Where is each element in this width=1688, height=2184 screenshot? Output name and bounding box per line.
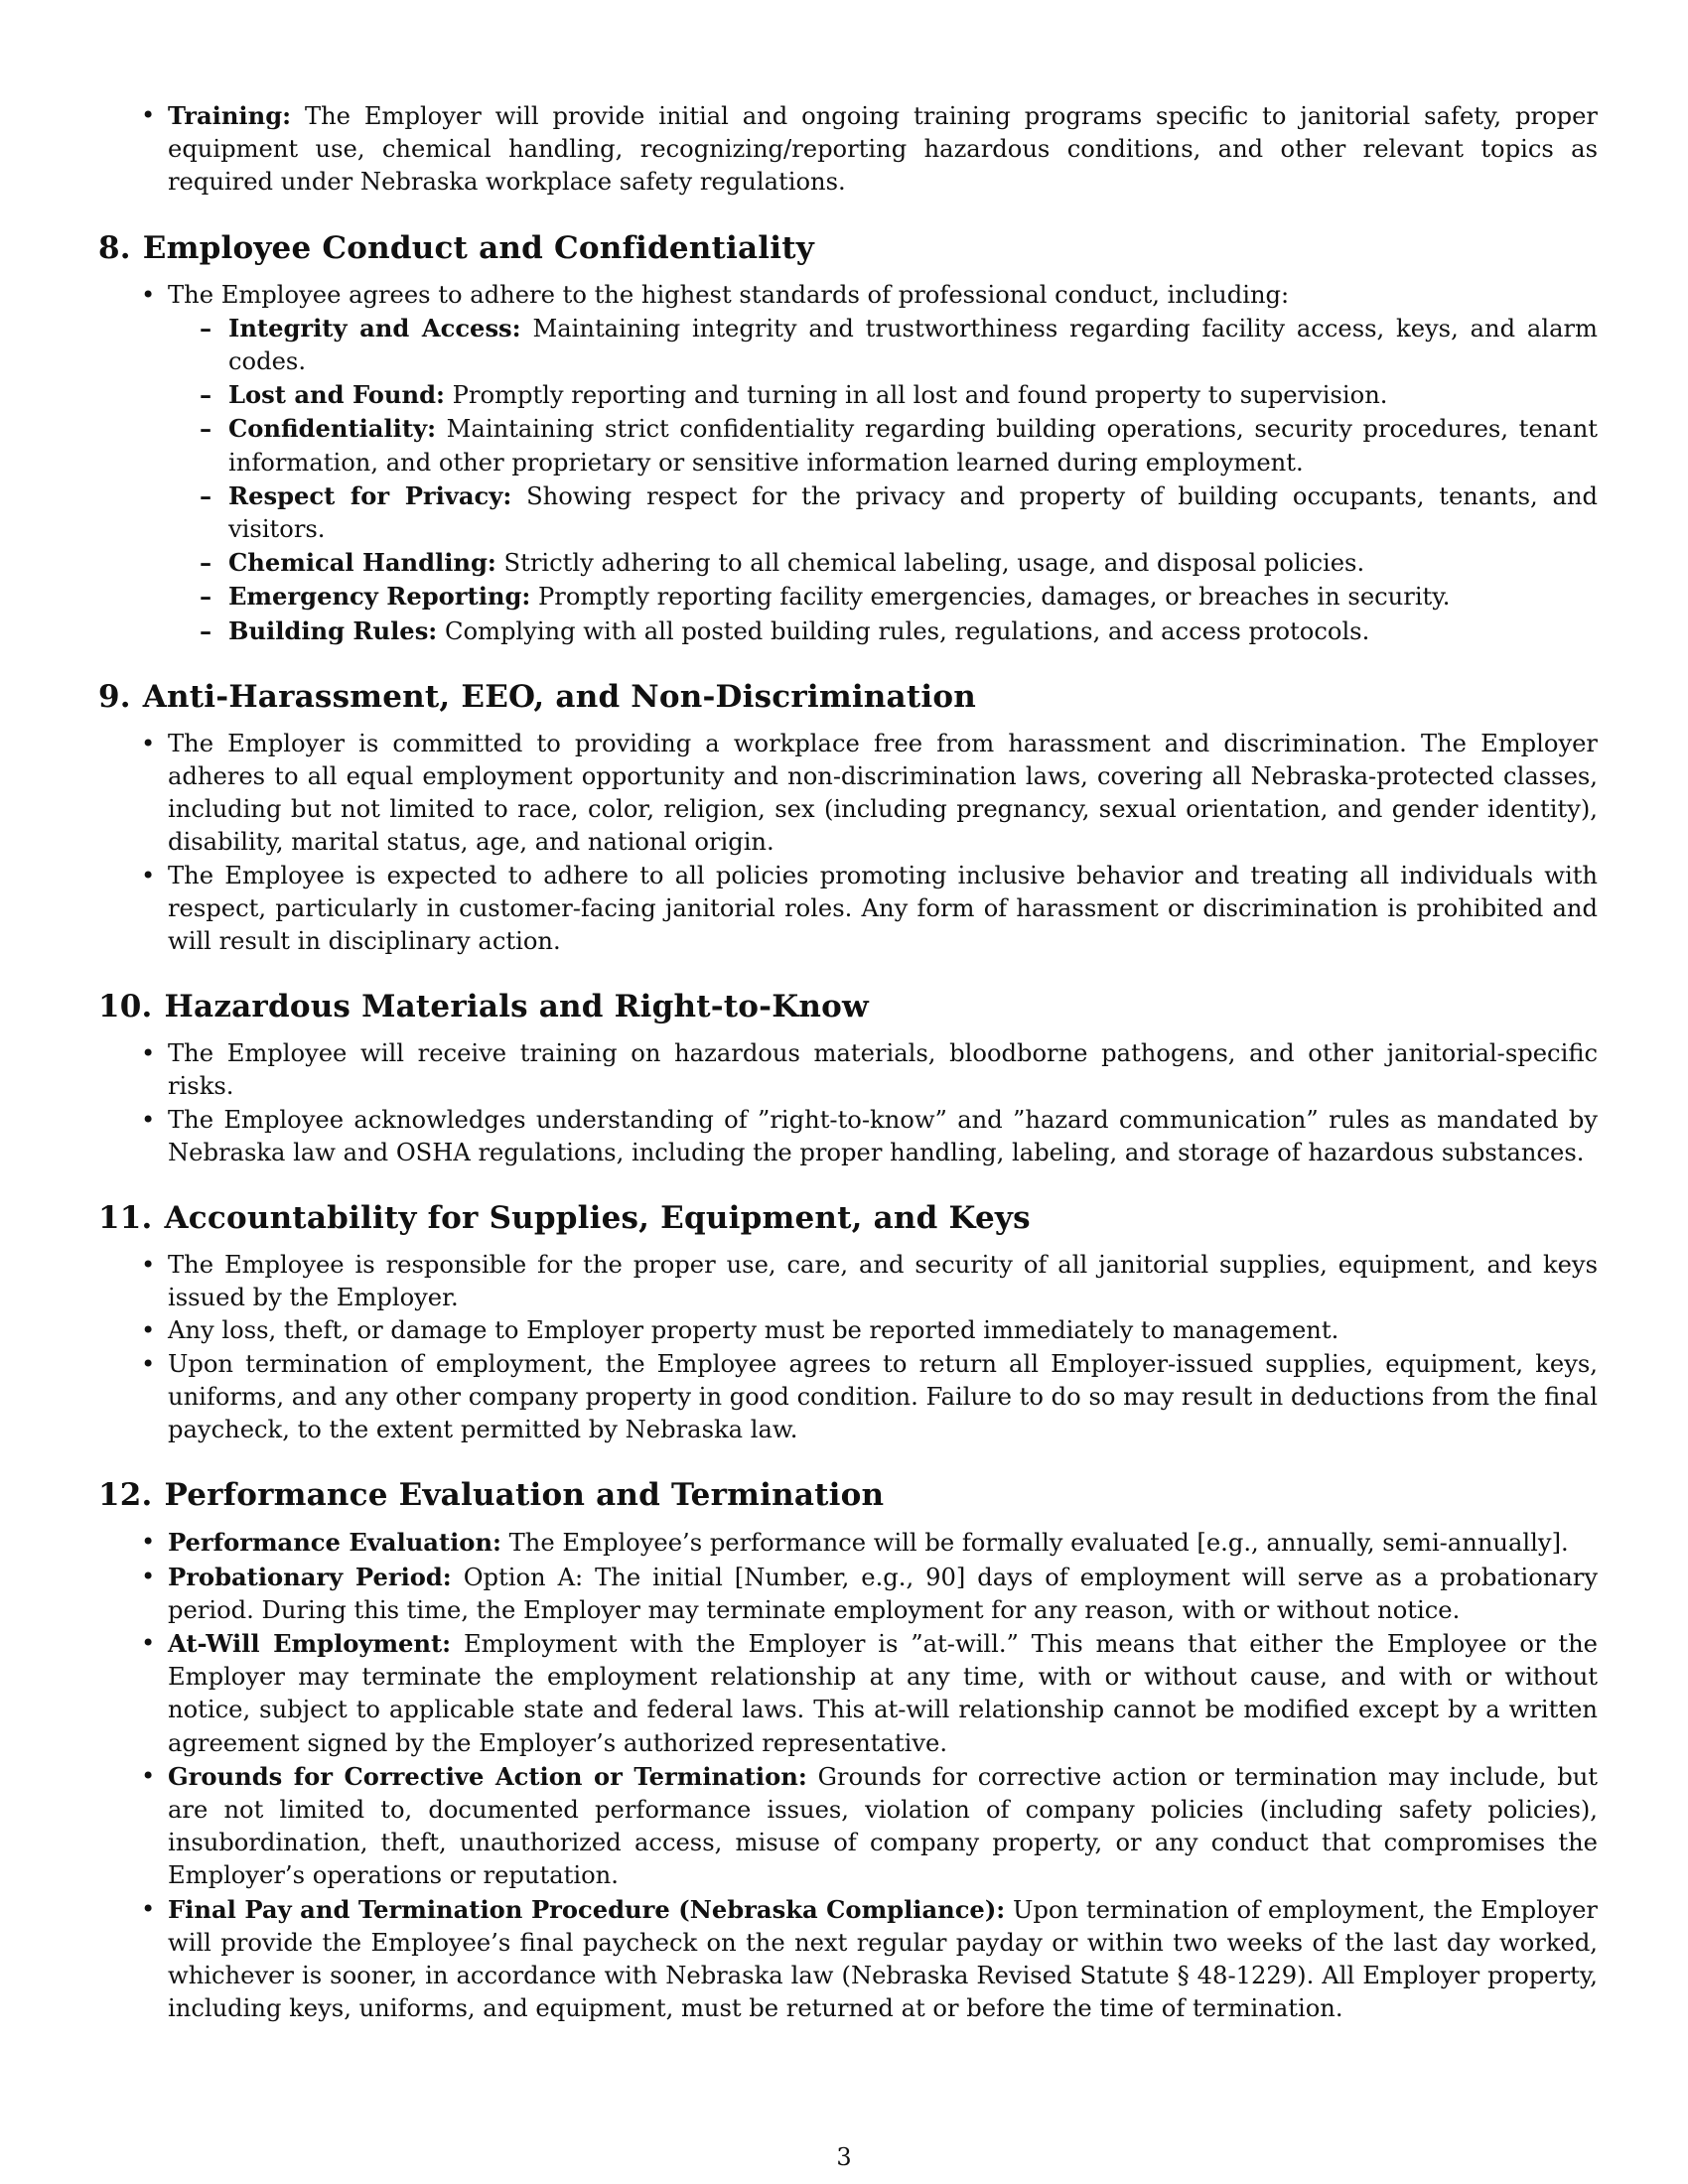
item-text: Promptly reporting and turning in all lost and found property to supervision. [444, 381, 1388, 410]
item-text: Promptly reporting facility emergencies, damages, or breaches in security. [530, 583, 1451, 612]
item-text: Maintaining integrity and trustworthiness regarding facility access, keys, and alarm codes. [228, 314, 1598, 376]
item-text: The Employee agrees to adhere to the highest standards of professional conduct, including: [168, 280, 1290, 309]
item-label: Building Rules: [228, 615, 438, 645]
section-heading-11 [98, 1198, 1598, 1238]
page-number: 3 [836, 2143, 852, 2171]
section-heading-10 [98, 987, 1598, 1026]
item-label: Lost and Found: [228, 380, 445, 410]
list-item [98, 1526, 1598, 1560]
item-text: The Employee is expected to adhere to all policies promoting inclusive behavior and treating all individuals with respect, particularly in customer-facing janitorial roles. Any form of harassment or discrimination is prohibited and will result in disciplinary action. [168, 861, 1598, 956]
section-number: 11. [98, 1200, 153, 1237]
item-label: At-Will Employment: [168, 1628, 452, 1658]
section-number: 8. [98, 229, 131, 266]
list-item [98, 1314, 1598, 1347]
section-12-list [98, 1526, 1598, 2025]
item-text: Maintaining strict confidentiality regarding building operations, security procedures, tenant information, and other proprietary or sensitive information learned during employment. [228, 415, 1598, 477]
item-label: Probationary Period: [168, 1562, 452, 1591]
item-text: Upon termination of employment, the Employee agrees to return all Employer-issued supplies, equipment, keys, uniforms, and any other company property in good condition. Failure to do so may result in deductions from the final paycheck, to the extent permitted by Nebraska law. [168, 1349, 1598, 1444]
item-text: Employment with the Employer is ”at-will.” This means that either the Employee or the Employer may terminate the employment relationship at any time, with or without cause, and with or without notice, subject to applicable state and federal laws. This at-will relationship cannot be modified except by a written agreement signed by the Employer’s authorized representative. [168, 1629, 1598, 1757]
section-8-list [98, 279, 1598, 648]
list-item [98, 1627, 1598, 1760]
list-item [98, 1893, 1598, 2026]
item-text: Upon termination of employment, the Employer will provide the Employee’s final paycheck on the next regular payday or within two weeks of the last day worked, whichever is sooner, in accordance with Nebraska law (Nebraska Revised Statute § 48-1229). All Employer property, including keys, uniforms, and equipment, must be returned at or before the time of termination. [168, 1895, 1598, 2023]
list-item [98, 279, 1598, 648]
list-item [98, 860, 1598, 959]
item-text: Option A: The initial [Number, e.g., 90] days of employment will serve as a probationary period. During this time, the Employer may terminate employment for any reason, with or without notice. [168, 1563, 1598, 1624]
section-heading-8 [98, 228, 1598, 268]
sublist-item [168, 412, 1598, 478]
section-title: Employee Conduct and Confidentiality [142, 229, 814, 266]
section-number: 9. [98, 678, 131, 715]
item-text: The Employer will provide initial and ongoing training programs specific to janitorial safety, proper equipment use, chemical handling, recognizing/reporting hazardous conditions, and other relevant topics as required under Nebraska workplace safety regulations. [168, 102, 1598, 197]
section-number: 12. [98, 1477, 153, 1514]
section-heading-12 [98, 1475, 1598, 1515]
section-10-list [98, 1037, 1598, 1169]
section-title: Performance Evaluation and Termination [164, 1477, 885, 1514]
item-text: Any loss, theft, or damage to Employer property must be reported immediately to management. [168, 1316, 1339, 1345]
section-title: Hazardous Materials and Right-to-Know [164, 989, 869, 1025]
list-item [98, 1104, 1598, 1169]
section-11-list [98, 1249, 1598, 1446]
item-text: Strictly adhering to all chemical labeling, usage, and disposal policies. [495, 549, 1365, 578]
sublist-item [168, 378, 1598, 412]
item-label: Chemical Handling: [228, 548, 496, 578]
section-number: 10. [98, 989, 153, 1025]
section-title: Accountability for Supplies, Equipment, and Keys [164, 1200, 1031, 1237]
item-label: Final Pay and Termination Procedure (Nebraska Compliance): [168, 1894, 1006, 1924]
item-label: Grounds for Corrective Action or Termination: [168, 1761, 807, 1791]
list-item [98, 1561, 1598, 1627]
training-item [98, 99, 1598, 200]
item-text: The Employer is committed to providing a workplace free from harassment and discrimination. The Employer adheres to all equal employment opportunity and non-discrimination laws, covering all Nebraska-protected classes, including but not limited to race, color, religion, sex (including pregnancy, sexual orientation, and gender identity), disability, marital status, age, and national origin. [168, 729, 1598, 857]
document-page [98, 99, 1598, 2025]
item-text: Grounds for corrective action or termination may include, but are not limited to, documented performance issues, violation of company policies (including safety policies), insubordination, theft, unauthorized access, misuse of company property, or any conduct that compromises the Employer’s operations or reputation. [168, 1762, 1599, 1890]
sublist-item [168, 312, 1598, 378]
item-text: The Employee is responsible for the proper use, care, and security of all janitorial supplies, equipment, and keys issued by the Employer. [168, 1251, 1598, 1312]
item-text: The Employee’s performance will be formally evaluated [e.g., annually, semi-annually]. [500, 1529, 1569, 1558]
list-item [98, 1760, 1598, 1893]
conduct-sublist [168, 312, 1598, 648]
intro-list [98, 99, 1598, 200]
list-item [98, 1348, 1598, 1447]
sublist-item [168, 614, 1598, 648]
item-label: Confidentiality: [228, 414, 437, 444]
item-text: Showing respect for the privacy and property of building occupants, tenants, and visitors. [228, 481, 1598, 544]
item-label: Performance Evaluation: [168, 1528, 501, 1558]
section-title: Anti-Harassment, EEO, and Non-Discrimination [142, 678, 976, 715]
section-heading-9 [98, 677, 1598, 717]
item-text: The Employee acknowledges understanding of ”right-to-know” and ”hazard communication” rules as mandated by Nebraska law and OSHA regulations, including the proper handling, labeling, and storage of hazardous substances. [168, 1105, 1598, 1166]
item-label: Respect for Privacy: [228, 480, 512, 510]
sublist-item [168, 580, 1598, 614]
item-label: Integrity and Access: [228, 313, 521, 342]
sublist-item [168, 546, 1598, 580]
item-label: Training: [168, 101, 292, 130]
list-item [98, 1037, 1598, 1103]
list-item [98, 728, 1598, 860]
list-item [98, 1249, 1598, 1314]
sublist-item [168, 479, 1598, 546]
item-text: Complying with all posted building rules, regulations, and access protocols. [437, 616, 1370, 645]
item-label: Emergency Reporting: [228, 582, 531, 612]
section-9-list [98, 728, 1598, 958]
item-text: The Employee will receive training on hazardous materials, bloodborne pathogens, and other janitorial-specific risks. [168, 1039, 1598, 1101]
